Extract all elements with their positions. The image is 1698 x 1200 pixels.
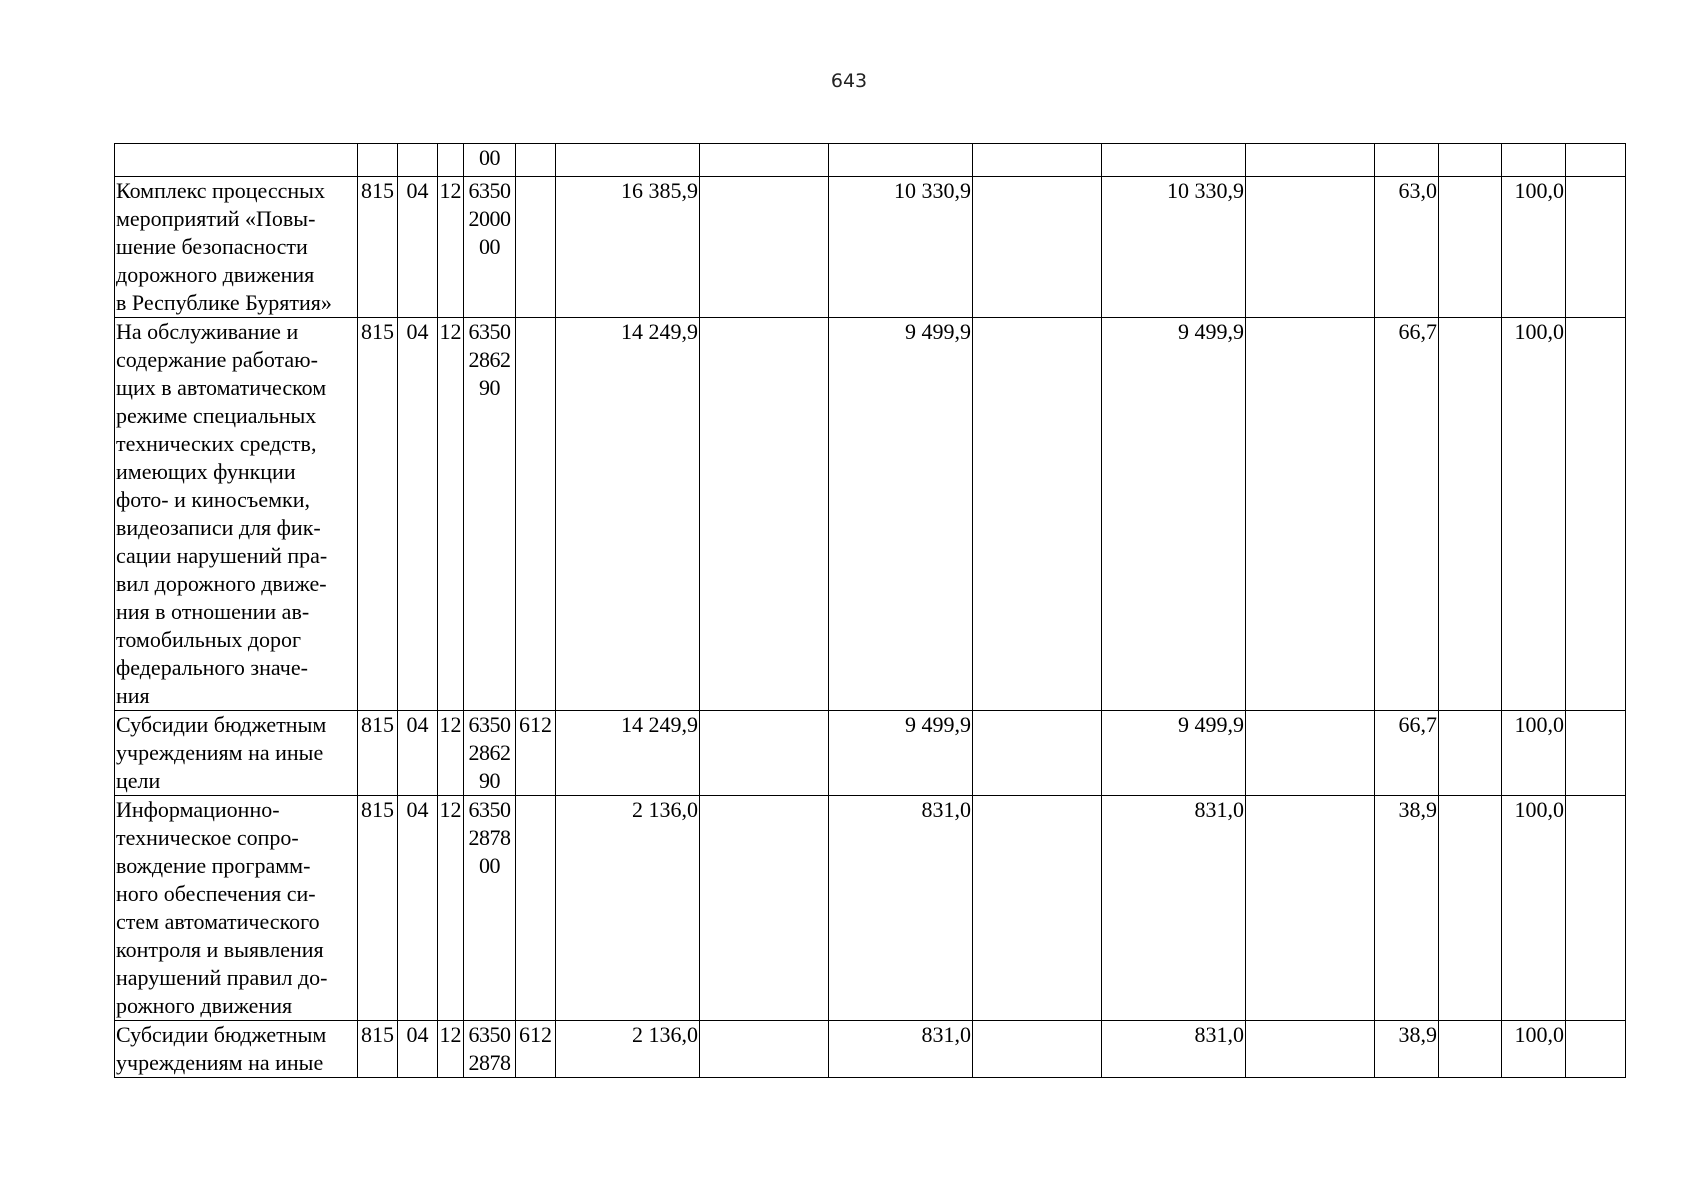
empty-cell (1246, 1021, 1375, 1078)
row-name-cell-line: фото- и киносъемки, (116, 487, 310, 512)
row-name-cell-line: техническое сопро- (116, 825, 299, 850)
row-name-cell-line: стем автоматического (116, 909, 320, 934)
percent-cell-1: 66,7 (1375, 318, 1439, 711)
empty-cell (973, 711, 1102, 796)
row-name-cell-line: томобильных дорог (116, 627, 302, 652)
row-name-cell-line: имеющих функции (116, 459, 296, 484)
target-article-cell-line: 6350 (468, 712, 511, 737)
value-cell-3: 831,0 (1102, 796, 1246, 1021)
value-cell-3: 9 499,9 (1102, 711, 1246, 796)
empty-cell (973, 796, 1102, 1021)
percent-cell-1: 38,9 (1375, 796, 1439, 1021)
empty-cell (973, 318, 1102, 711)
row-name-cell-line: шение безопасности (116, 234, 308, 259)
row-name-cell-line: вождение программ- (116, 853, 311, 878)
row-name-cell-line: Комплекс процессных (116, 178, 325, 203)
target-article-cell-line: 90 (479, 375, 500, 400)
row-name-cell-line: Субсидии бюджетным (116, 712, 327, 737)
empty-cell (1246, 796, 1375, 1021)
expense-type-cell (516, 796, 556, 1021)
row-name-cell-line: учреждениям на иные (116, 1050, 324, 1075)
row-name-cell-line: Информационно- (116, 797, 280, 822)
table-row (115, 711, 1626, 796)
expense-type-cell (516, 318, 556, 711)
row-name-cell-line: ного обеспечения си- (116, 881, 316, 906)
target-article-cell-line: 2878 (468, 1050, 511, 1075)
row-name-cell (115, 318, 358, 711)
percent-cell-1: 66,7 (1375, 711, 1439, 796)
row-name-cell-line: сации нарушений пра- (116, 543, 328, 568)
row-name-cell (115, 177, 358, 318)
value-cell-2: 9 499,9 (829, 711, 973, 796)
ved-code-cell (358, 144, 398, 177)
percent-cell-2: 100,0 (1502, 796, 1566, 1021)
empty-cell (1566, 796, 1626, 1021)
ved-code-cell: 815 (358, 318, 398, 711)
value-cell-1: 14 249,9 (556, 711, 700, 796)
target-article-cell-line: 2862 (468, 740, 511, 765)
empty-cell (1439, 1021, 1502, 1078)
section-code-cell: 04 (398, 1021, 438, 1078)
empty-cell (1439, 711, 1502, 796)
value-cell-2: 10 330,9 (829, 177, 973, 318)
subsection-code-cell: 12 (438, 711, 464, 796)
percent-cell-1: 38,9 (1375, 1021, 1439, 1078)
value-cell-1: 14 249,9 (556, 318, 700, 711)
percent-cell-1 (1375, 144, 1439, 177)
target-article-cell-line: 2878 (468, 825, 511, 850)
value-cell-2: 831,0 (829, 796, 973, 1021)
empty-cell (700, 144, 829, 177)
target-article-cell-line: 6350 (468, 319, 511, 344)
row-name-cell-line: нарушений правил до- (116, 965, 328, 990)
expense-type-cell (516, 177, 556, 318)
value-cell-3 (1102, 144, 1246, 177)
row-name-cell-line: ния в отношении ав- (116, 599, 310, 624)
section-code-cell: 04 (398, 711, 438, 796)
empty-cell (1439, 144, 1502, 177)
target-article-cell-line: 2000 (468, 206, 511, 231)
empty-cell (700, 711, 829, 796)
row-name-cell-line: технических средств, (116, 431, 317, 456)
row-name-cell-line: Субсидии бюджетным (116, 1022, 327, 1047)
ved-code-cell: 815 (358, 711, 398, 796)
section-code-cell: 04 (398, 177, 438, 318)
empty-cell (973, 177, 1102, 318)
row-name-cell-line: учреждениям на иные (116, 740, 324, 765)
empty-cell (1246, 318, 1375, 711)
target-article-cell-line: 6350 (468, 797, 511, 822)
value-cell-2 (829, 144, 973, 177)
target-article-cell (464, 318, 516, 711)
subsection-code-cell: 12 (438, 1021, 464, 1078)
page-number: 643 (830, 70, 868, 92)
empty-cell (1566, 144, 1626, 177)
row-name-cell-line: дорожного движения (116, 262, 315, 287)
target-article-cell-line: 00 (479, 145, 500, 170)
expense-type-cell: 612 (516, 1021, 556, 1078)
empty-cell (1439, 796, 1502, 1021)
row-name-cell-line: содержание работаю- (116, 347, 318, 372)
empty-cell (1246, 711, 1375, 796)
value-cell-3: 10 330,9 (1102, 177, 1246, 318)
row-name-cell-line: федерального значе- (116, 655, 308, 680)
empty-cell (1566, 711, 1626, 796)
empty-cell (1566, 318, 1626, 711)
value-cell-2: 9 499,9 (829, 318, 973, 711)
subsection-code-cell: 12 (438, 318, 464, 711)
percent-cell-2: 100,0 (1502, 177, 1566, 318)
target-article-cell (464, 177, 516, 318)
empty-cell (973, 144, 1102, 177)
value-cell-2: 831,0 (829, 1021, 973, 1078)
value-cell-3: 9 499,9 (1102, 318, 1246, 711)
row-name-cell-line: в Республике Бурятия» (116, 290, 332, 315)
row-name-cell-line: На обслуживание и (116, 319, 299, 344)
empty-cell (1566, 1021, 1626, 1078)
target-article-cell-line: 6350 (468, 178, 511, 203)
row-name-cell-line: рожного движения (116, 993, 293, 1018)
row-name-cell-line: режиме специальных (116, 403, 317, 428)
percent-cell-2 (1502, 144, 1566, 177)
value-cell-1 (556, 144, 700, 177)
ved-code-cell: 815 (358, 796, 398, 1021)
target-article-cell (464, 796, 516, 1021)
empty-cell (700, 177, 829, 318)
row-name-cell-line: вил дорожного движе- (116, 571, 327, 596)
empty-cell (1246, 177, 1375, 318)
target-article-cell-line: 00 (479, 234, 500, 259)
percent-cell-2: 100,0 (1502, 711, 1566, 796)
section-code-cell: 04 (398, 796, 438, 1021)
row-name-cell-line: ния (116, 683, 150, 708)
percent-cell-1: 63,0 (1375, 177, 1439, 318)
target-article-cell (464, 1021, 516, 1078)
expense-type-cell (516, 144, 556, 177)
row-name-cell (115, 796, 358, 1021)
empty-cell (1566, 177, 1626, 318)
row-name-cell (115, 711, 358, 796)
budget-table-body (115, 144, 1626, 1078)
ved-code-cell: 815 (358, 1021, 398, 1078)
table-row (115, 1021, 1626, 1078)
percent-cell-2: 100,0 (1502, 1021, 1566, 1078)
target-article-cell-line: 6350 (468, 1022, 511, 1047)
table-row (115, 796, 1626, 1021)
target-article-cell (464, 144, 516, 177)
empty-cell (700, 796, 829, 1021)
ved-code-cell: 815 (358, 177, 398, 318)
subsection-code-cell: 12 (438, 177, 464, 318)
table-row (115, 177, 1626, 318)
value-cell-1: 2 136,0 (556, 1021, 700, 1078)
empty-cell (700, 318, 829, 711)
row-name-cell (115, 144, 358, 177)
target-article-cell-line: 00 (479, 853, 500, 878)
empty-cell (1246, 144, 1375, 177)
table-row (115, 318, 1626, 711)
section-code-cell (398, 144, 438, 177)
target-article-cell-line: 90 (479, 768, 500, 793)
value-cell-3: 831,0 (1102, 1021, 1246, 1078)
row-name-cell-line: контроля и выявления (116, 937, 324, 962)
value-cell-1: 2 136,0 (556, 796, 700, 1021)
empty-cell (700, 1021, 829, 1078)
row-name-cell-line: видеозаписи для фик- (116, 515, 321, 540)
empty-cell (973, 1021, 1102, 1078)
row-name-cell-line: щих в автоматическом (116, 375, 327, 400)
expense-type-cell: 612 (516, 711, 556, 796)
table-row (115, 144, 1626, 177)
budget-table (114, 143, 1626, 1078)
value-cell-1: 16 385,9 (556, 177, 700, 318)
subsection-code-cell: 12 (438, 796, 464, 1021)
percent-cell-2: 100,0 (1502, 318, 1566, 711)
section-code-cell: 04 (398, 318, 438, 711)
empty-cell (1439, 177, 1502, 318)
row-name-cell (115, 1021, 358, 1078)
target-article-cell (464, 711, 516, 796)
subsection-code-cell (438, 144, 464, 177)
target-article-cell-line: 2862 (468, 347, 511, 372)
row-name-cell-line: мероприятий «Повы- (116, 206, 316, 231)
row-name-cell-line: цели (116, 768, 161, 793)
empty-cell (1439, 318, 1502, 711)
